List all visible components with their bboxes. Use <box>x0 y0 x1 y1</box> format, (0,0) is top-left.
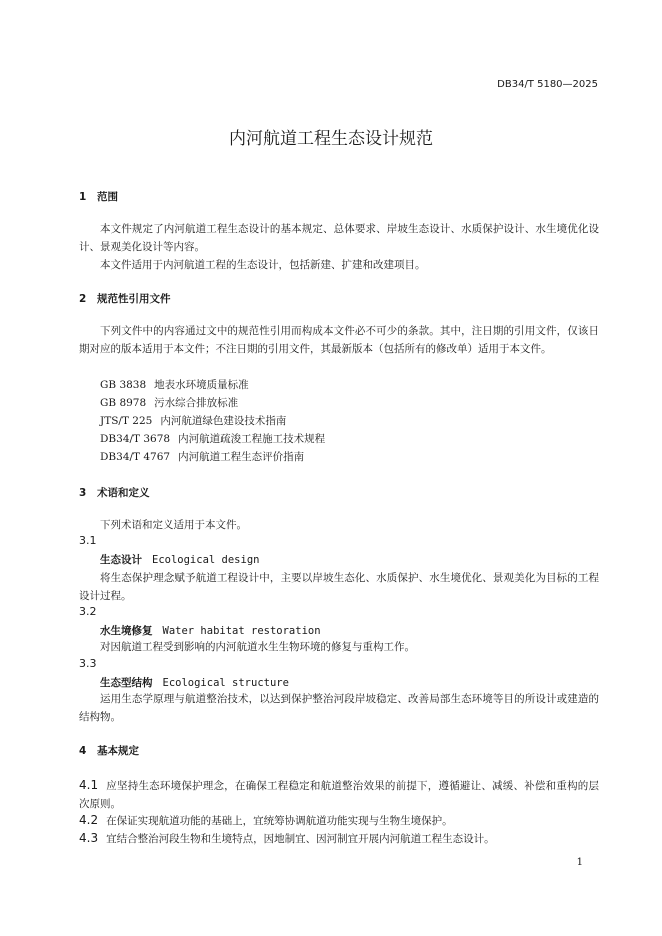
reference-code: GB 3838 <box>100 379 147 391</box>
standard-code: DB34/T 5180—2025 <box>497 79 598 90</box>
clause-text: 应坚持生态环境保护理念，在确保工程稳定和航道整治效果的前提下，遵循避让、减缓、补偿和重构的层次原则。 <box>79 780 599 810</box>
term-definition: 运用生态学原理与航道整治技术，以达到保护整治河段岸坡稳定、改善局部生态环境等目的所设计或建造的结构物。 <box>79 693 599 723</box>
term-number: 3.1 <box>79 534 97 547</box>
term-definition: 将生态保护理念赋予航道工程设计中，主要以岸坡生态化、水质保护、水生境优化、景观美化为目标的工程设计过程。 <box>79 572 599 602</box>
term-name <box>100 675 289 690</box>
reference-item <box>100 376 249 394</box>
reference-code: DB34/T 4767 <box>100 451 171 463</box>
section-number: 1 <box>79 191 87 203</box>
section-2-paragraph-1: 下列文件中的内容通过文中的规范性引用而构成本文件必不可少的条款。其中，注日期的引用文件，仅该日期对应的版本适用于本文件；不注日期的引用文件，其最新版本（包括所有的修改单）适用于本文件。 <box>79 325 599 355</box>
page-number: 1 <box>576 857 583 868</box>
document-title: 内河航道工程生态设计规范 <box>229 129 433 149</box>
term-name <box>100 552 259 567</box>
reference-name: 内河航道绿色建设技术指南 <box>160 415 287 427</box>
section-number: 4 <box>79 745 87 757</box>
section-1-paragraph-2: 本文件适用于内河航道工程的生态设计，包括新建、扩建和改建项目。 <box>100 259 426 271</box>
term-name-en: Ecological structure <box>162 677 289 689</box>
reference-item <box>100 394 238 412</box>
clause-text: 在保证实现航道功能的基础上，宜统筹协调航道功能实现与生物生境保护。 <box>106 815 453 827</box>
reference-item <box>100 412 286 430</box>
section-2-heading <box>79 291 171 306</box>
clause-number: 4.3 <box>79 831 99 845</box>
section-title: 术语和定义 <box>97 487 150 499</box>
section-title: 规范性引用文件 <box>97 293 171 305</box>
section-3-intro: 下列术语和定义适用于本文件。 <box>100 519 247 531</box>
reference-code: GB 8978 <box>100 397 147 409</box>
section-title: 基本规定 <box>97 745 139 757</box>
term-number: 3.2 <box>79 605 97 618</box>
term-definition: 对因航道工程受到影响的内河航道水生生物环境的修复与重构工作。 <box>100 641 415 653</box>
reference-code: DB34/T 3678 <box>100 433 171 445</box>
section-3-heading <box>79 485 150 500</box>
term-name-en: Ecological design <box>152 554 260 566</box>
term-name-en: Water habitat restoration <box>162 625 321 637</box>
term-number: 3.3 <box>79 657 97 670</box>
reference-name: 内河航道工程生态评价指南 <box>178 451 305 463</box>
section-1-heading <box>79 189 118 204</box>
term-name-zh: 生态设计 <box>100 554 142 566</box>
clause <box>79 829 599 848</box>
term-name-zh: 生态型结构 <box>100 677 153 689</box>
reference-item <box>100 448 304 466</box>
clause-text: 宜结合整治河段生物和生境特点，因地制宜、因河制宜开展内河航道工程生态设计。 <box>106 833 495 845</box>
term-name-zh: 水生境修复 <box>100 625 153 637</box>
reference-name: 内河航道疏浚工程施工技术规程 <box>178 433 326 445</box>
reference-name: 污水综合排放标准 <box>154 397 239 409</box>
section-title: 范围 <box>97 191 118 203</box>
clause <box>79 776 599 813</box>
section-number: 3 <box>79 487 87 499</box>
clause <box>79 811 599 830</box>
clause-number: 4.2 <box>79 813 99 827</box>
reference-code: JTS/T 225 <box>100 415 153 427</box>
reference-name: 地表水环境质量标准 <box>154 379 249 391</box>
section-number: 2 <box>79 293 87 305</box>
clause-number: 4.1 <box>79 778 99 792</box>
reference-item <box>100 430 325 448</box>
section-1-paragraph-1: 本文件规定了内河航道工程生态设计的基本规定、总体要求、岸坡生态设计、水质保护设计、水生境优化设计、景观美化设计等内容。 <box>79 223 599 253</box>
section-4-heading <box>79 743 139 758</box>
term-name <box>100 623 321 638</box>
